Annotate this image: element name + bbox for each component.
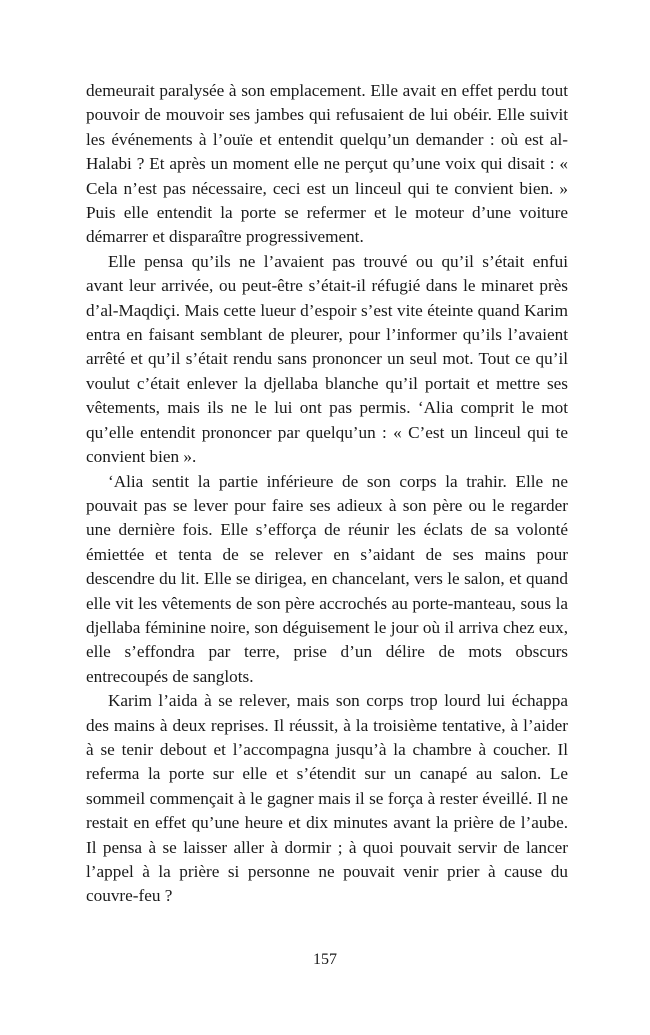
page-number: 157 xyxy=(313,951,337,968)
paragraph-1: demeurait paralysée à son emplacement. Elle avait en effet perdu tout pouvoir de mouvoir ses jambes qui refusaient de lui obéir. Elle suivit les événements à l’ouïe et entendit quelqu’un demander : où est al-Halabi ? Et après un moment elle ne perçut qu’une voix qui disait : « Cela n’est pas nécessaire, ceci est un linceul qui te convient bien. » Puis elle entendit la porte se refermer et le moteur d’une voiture démarrer et disparaître progressivement. xyxy=(86,81,568,247)
paragraph-4: Karim l’aida à se relever, mais son corps trop lourd lui échappa des mains à deux reprises. Il réussit, à la troisième tentative, à l’aider à se tenir debout et l’accompagna jusqu’à la chambre à coucher. Il referma la porte sur elle et s’étendit sur un canapé au salon. Le sommeil commençait à le gagner mais il se força à rester éveillé. Il ne restait en effet qu’une heure et dix minutes avant la prière de l’aube. Il pensa à se laisser aller à dormir ; à quoi pouvait servir de lancer l’appel à la prière si personne ne pouvait venir prier à cause du couvre-feu ? xyxy=(86,691,568,906)
body-text xyxy=(86,79,568,909)
paragraph-2: Elle pensa qu’ils ne l’avaient pas trouvé ou qu’il s’était enfui avant leur arrivée, ou peut-être s’était-il réfugié dans le minaret près d’al-Maqdiçi. Mais cette lueur d’espoir s’est vite éteinte quand Karim entra en faisant semblant de pleurer, pour l’informer qu’ils l’avaient arrêté et qu’il s’était rendu sans prononcer un seul mot. Tout ce qu’il voulut c’était enlever la djellaba blanche qu’il portait et mettre ses vêtements, mais ils ne le lui ont pas permis. ‘Alia comprit le mot qu’elle entendit prononcer par quelqu’un : « C’est un linceul qui te convient bien ». xyxy=(86,251,568,467)
paragraph-3: ‘Alia sentit la partie inférieure de son corps la trahir. Elle ne pouvait pas se lever pour faire ses adieux à son père ou le regarder une dernière fois. Elle s’efforça de réunir les éclats de sa volonté émiettée et tenta de se relever en s’aidant de ses mains pour descendre du lit. Elle se dirigea, en chancelant, vers le salon, et quand elle vit les vêtements de son père accrochés au porte-manteau, sous la djellaba féminine noire, son déguisement le jour où il arriva chez eux, elle s’effondra par terre, prise d’un délire de mots obscurs entrecoupés de sanglots. xyxy=(86,471,568,686)
